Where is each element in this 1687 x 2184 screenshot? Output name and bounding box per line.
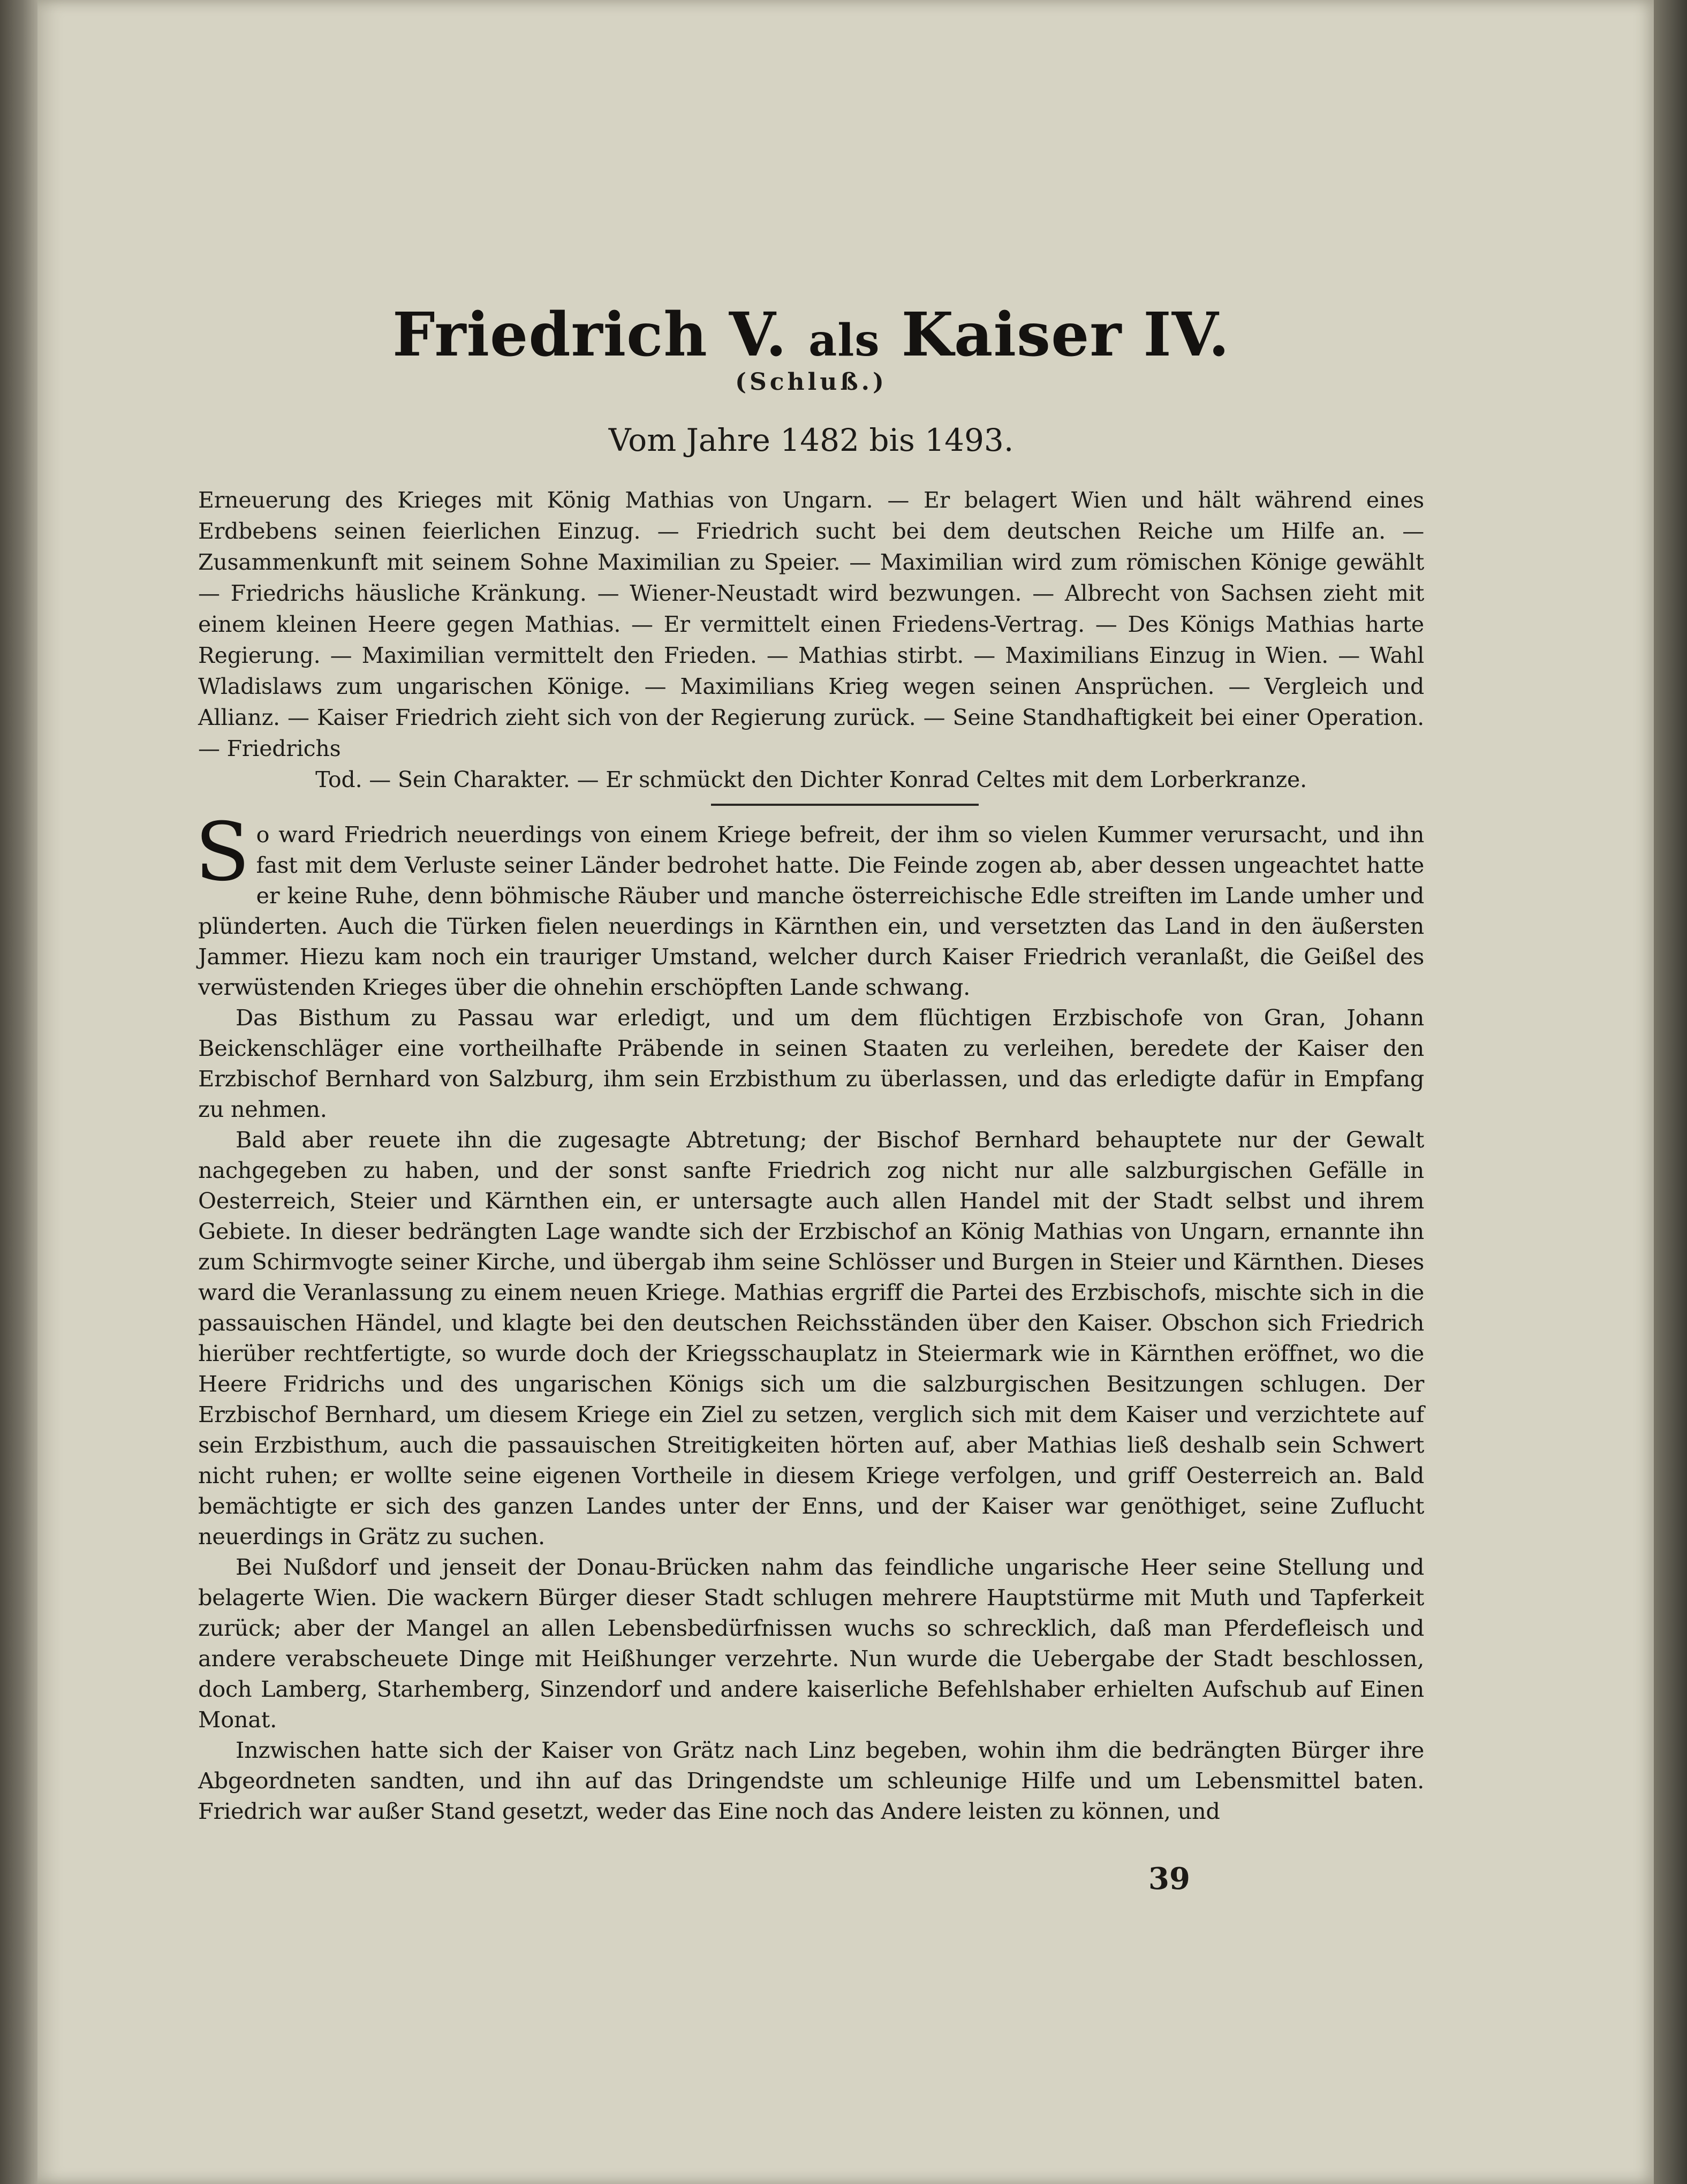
chapter-title (198, 300, 1424, 370)
paragraph-3: Bald aber reuete ihn die zugesagte Abtretung; der Bischof Bernhard behauptete nur der Gewalt nachgegeben zu haben, und der sonst sanfte Friedrich zog nicht nur alle salzburgischen Gefälle in Oesterreich, Steier und Kärnthen ein, er untersagte auch allen Handel mit der Stadt selbst und ihrem Gebiete. In dieser bedrängten Lage wandte sich der Erzbischof an König Mathias von Ungarn, ernannte ihn zum Schirmvogte seiner Kirche, und übergab ihm seine Schlösser und Burgen in Steier und Kärnthen. Dieses ward die Veranlassung zu einem neuen Kriege. Mathias ergriff die Partei des Erzbischofs, mischte sich in die passauischen Händel, und klagte bei den deutschen Reichsständen über den Kaiser. Obschon sich Friedrich hierüber rechtfertigte, so wurde doch der Kriegsschauplatz in Steiermark wie in Kärnthen eröffnet, wo die Heere Fridrichs und des ungarischen Königs sich um die salzburgischen Besitzungen schlugen. Der Erzbischof Bernhard, um diesem Kriege ein Ziel zu setzen, verglich sich mit dem Kaiser und verzichtete auf sein Erzbisthum, auch die passauischen Streitigkeiten hörten auf, aber Mathias ließ deshalb sein Schwert nicht ruhen; er wollte seine eigenen Vortheile in diesem Kriege verfolgen, und griff Oesterreich an. Bald bemächtigte er sich des ganzen Landes unter der Enns, und der Kaiser war genöthiget, seine Zuflucht neuerdings in Grätz zu suchen. (198, 1127, 1424, 1550)
summary-last-line: Tod. — Sein Charakter. — Er schmückt den Dichter Konrad Celtes mit dem Lorberkranze. (315, 767, 1307, 792)
paragraph-5: Inzwischen hatte sich der Kaiser von Grätz nach Linz begeben, wohin ihm die bedrängten Bürger ihre Abgeordneten sandten, und ihn auf das Dringendste um schleunige Hilfe und um Lebensmittel baten. Friedrich war außer Stand gesetzt, weder das Eine noch das Andere leisten zu können, und (198, 1737, 1424, 1824)
chapter-years: Vom Jahre 1482 bis 1493. (608, 422, 1014, 458)
page-number: 39 (1148, 1861, 1190, 1896)
title-als: als (808, 315, 880, 366)
paragraph-1-text: o ward Friedrich neuerdings von einem Kriege befreit, der ihm so vielen Kummer verursacht, und ihn fast mit dem Verluste seiner Länder bedrohet hatte. Die Feinde zogen ab, aber dessen ungeachtet hatte er keine Ruhe, denn böhmische Räuber und manche österreichische Edle streiften im Lande umher und plünderten. Auch die Türken fielen neuerdings in Kärnthen ein, und versetzten das Land in den äußersten Jammer. Hiezu kam noch ein trauriger Umstand, welcher durch Kaiser Friedrich veranlaßt, die Geißel des verwüstenden Krieges über die ohnehin erschöpften Lande schwang. (198, 821, 1424, 1000)
book-page (37, 0, 1654, 2184)
summary-text: Erneuerung des Krieges mit König Mathias von Ungarn. — Er belagert Wien und hält während eines Erdbebens seinen feierlichen Einzug. — Friedrich sucht bei dem deutschen Reiche um Hilfe an. — Zusammenkunft mit seinem Sohne Maximilian zu Speier. — Maximilian wird zum römischen Könige gewählt — Friedrichs häusliche Kränkung. — Wiener-Neustadt wird bezwungen. — Albrecht von Sachsen zieht mit einem kleinen Heere gegen Mathias. — Er vermittelt einen Friedens-Vertrag. — Des Königs Mathias harte Regierung. — Maximilian vermittelt den Frieden. — Mathias stirbt. — Maximilians Einzug in Wien. — Wahl Wladislaws zum ungarischen Könige. — Maximilians Krieg wegen seinen Ansprüchen. — Vergleich und Allianz. — Kaiser Friedrich zieht sich von der Regierung zurück. — Seine Standhaftigkeit bei einer Operation. — Friedrichs (198, 487, 1424, 761)
paragraph-1 (195, 806, 1424, 1002)
scan-right-edge (1654, 0, 1687, 2184)
scan-left-margin (0, 0, 37, 2184)
paragraph-4: Bei Nußdorf und jenseit der Donau-Brücken nahm das feindliche ungarische Heer seine Stellung und belagerte Wien. Die wackern Bürger dieser Stadt schlugen mehrere Hauptstürme mit Muth und Tapferkeit zurück; aber der Mangel an allen Lebensbedürfnissen wuchs so schrecklich, daß man Pferdefleisch und andere verabscheuete Dinge mit Heißhunger verzehrte. Nun wurde die Uebergabe der Stadt beschlossen, doch Lamberg, Starhemberg, Sinzendorf und andere kaiserliche Befehlshaber erhielten Aufschub auf Einen Monat. (198, 1554, 1424, 1733)
paragraph-2: Das Bisthum zu Passau war erledigt, und um dem flüchtigen Erzbischofe von Gran, Johann Beickenschläger eine vortheilhafte Präbende in seinen Staaten zu verleihen, beredete der Kaiser den Erzbischof Bernhard von Salzburg, ihm sein Erzbisthum zu überlassen, und das erledigte dafür in Empfang zu nehmen. (198, 1004, 1424, 1122)
drop-cap: S (195, 806, 250, 899)
section-divider (711, 804, 979, 806)
body-text (195, 806, 1424, 1826)
title-main: Friedrich V. (392, 300, 788, 370)
chapter-summary (198, 485, 1424, 795)
chapter-subtitle: (Schluß.) (735, 368, 887, 396)
title-kaiser: Kaiser IV. (901, 300, 1230, 370)
